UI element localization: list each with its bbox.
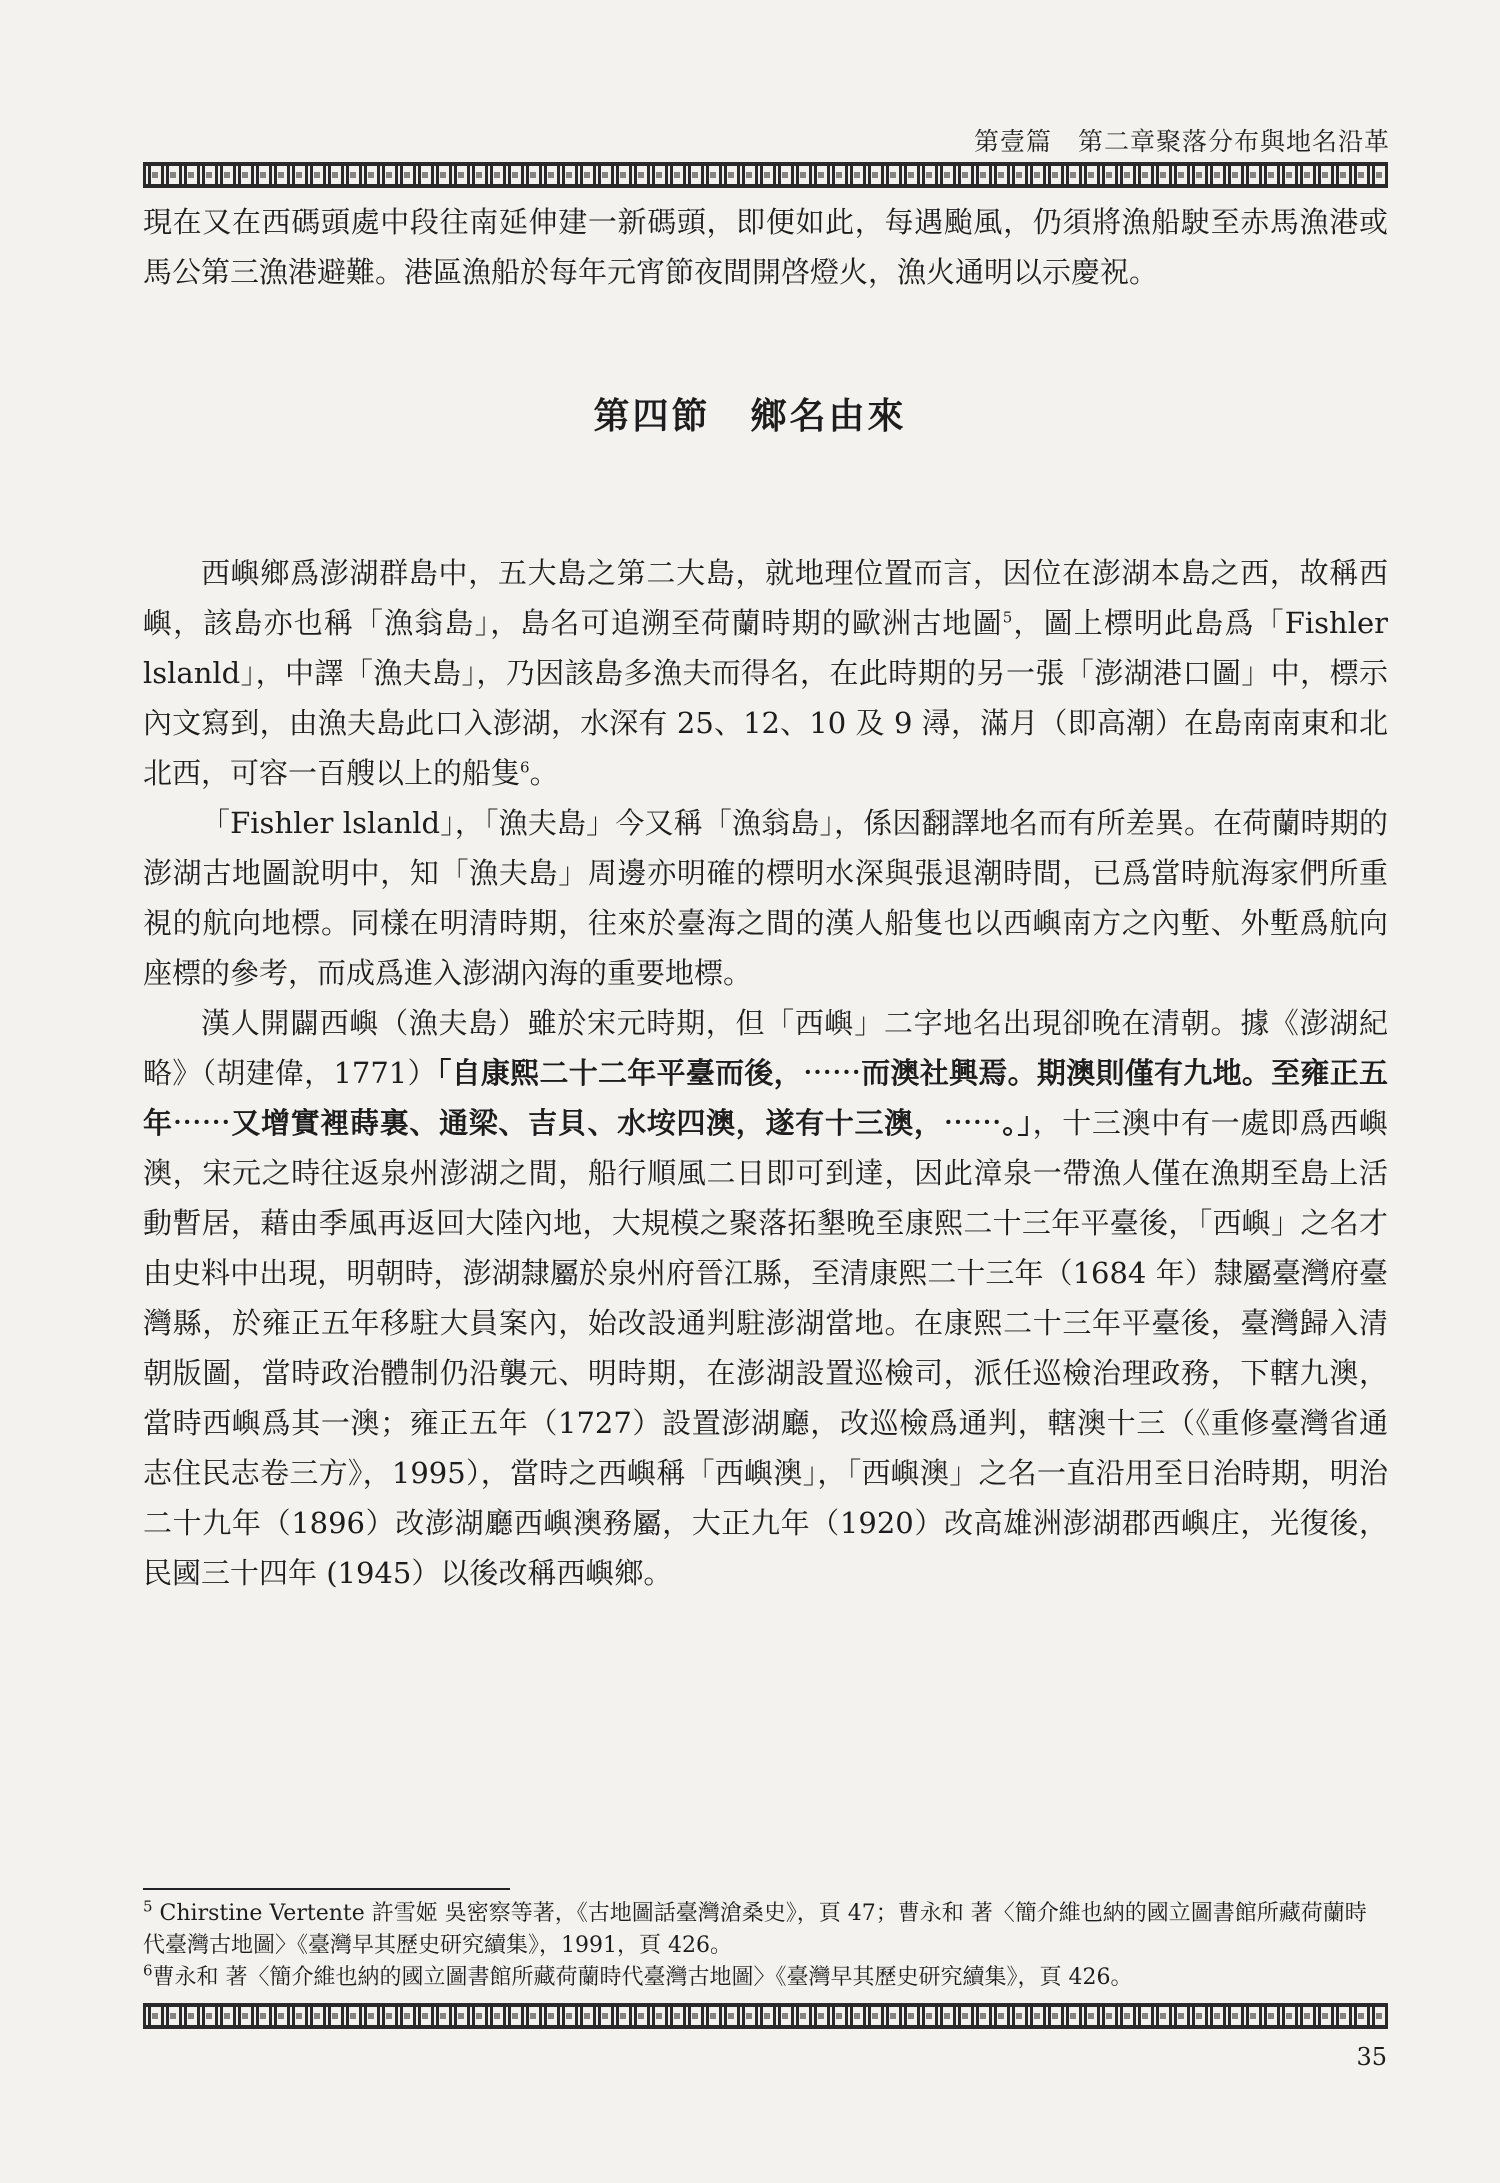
section-heading <box>0 388 1500 439</box>
footnote-ref-6[interactable]: 6 <box>520 758 530 777</box>
paragraph-1-text-a: 西嶼鄉爲澎湖群島中，五大島之第二大島，就地理位置而言，因位在澎湖本島之西，故稱西嶼，該島亦也稱「漁翁島」，島名可追溯至荷蘭時期的歐洲古地圖 <box>143 556 1388 640</box>
footnote-divider <box>143 1888 510 1890</box>
paragraph-1-text-c: 。 <box>529 756 559 790</box>
section-number: 第四節 <box>593 395 711 437</box>
footnote-5 <box>143 1898 1388 1962</box>
bottom-ornamental-border <box>143 2003 1388 2029</box>
paragraph-1 <box>143 548 1388 798</box>
intro-paragraph <box>143 197 1388 297</box>
top-ornamental-border <box>143 162 1388 188</box>
footnote-5-number: 5 <box>143 1897 153 1916</box>
historical-quote: 「自康熙二十二年平臺而後，⋯⋯而澳社興焉。期澳則僅有九地。至雍正五年⋯⋯又增實裡蒔裏、通梁、吉貝、水垵四澳，遂有十三澳，⋯⋯。」 <box>143 1056 1388 1140</box>
paragraph-3 <box>143 998 1388 1598</box>
footnote-6-text: 曹永和 著〈簡介維也納的國立圖書館所藏荷蘭時代臺灣古地圖〉《臺灣早其歷史研究續集》，頁 426。 <box>152 1965 1133 1990</box>
header-chapter: 第二章聚落分布與地名沿革 <box>1077 127 1390 156</box>
main-body <box>143 548 1388 1598</box>
page-number: 35 <box>1356 2043 1387 2071</box>
intro-text: 現在又在西碼頭處中段往南延伸建一新碼頭，即便如此，每遇颱風，仍須將漁船駛至赤馬漁港或馬公第三漁港避難。港區漁船於每年元宵節夜間開啓燈火，漁火通明以示慶祝。 <box>143 205 1388 289</box>
footnote-6-number: 6 <box>143 1961 153 1980</box>
header-part: 第壹篇 <box>973 127 1052 156</box>
paragraph-1-text-b: ，圖上標明此島爲「Fishler lslanld」，中譯「漁夫島」，乃因該島多漁夫而得名，在此時期的另一張「澎湖港口圖」中，標示內文寫到，由漁夫島此口入澎湖，水深有 25、12、10 及 9 潯，滿月（即高潮）在島南南東和北北西，可容一百艘以上的船隻 <box>143 606 1388 790</box>
section-title: 鄉名由來 <box>750 395 907 437</box>
footnote-6 <box>143 1962 1388 1994</box>
footnote-5-text: Chirstine Vertente 許雪姬 吳密察等著，《古地圖話臺灣滄桑史》，頁 47；曹永和 著〈簡介維也納的國立圖書館所藏荷蘭時代臺灣古地圖〉《臺灣早其歷史研究續集》，1991，頁 426。 <box>143 1901 1367 1958</box>
paragraph-2: 「Fishler lslanld」，「漁夫島」今又稱「漁翁島」，係因翻譯地名而有所差異。在荷蘭時期的澎湖古地圖說明中，知「漁夫島」周邊亦明確的標明水深與張退潮時間，已爲當時航海家們所重視的航向地標。同樣在明清時期，往來於臺海之間的漢人船隻也以西嶼南方之內塹、外塹爲航向座標的參考，而成爲進入澎湖內海的重要地標。 <box>143 806 1388 990</box>
paragraph-3-text-b: ，十三澳中有一處即爲西嶼澳，宋元之時往返泉州澎湖之間，船行順風二日即可到達，因此漳泉一帶漁人僅在漁期至島上活動暫居，藉由季風再返回大陸內地，大規模之聚落拓墾晚至康熙二十三年平臺後，「西嶼」之名才由史料中出現，明朝時，澎湖隸屬於泉州府晉江縣，至清康熙二十三年（1684 年）隸屬臺灣府臺灣縣，於雍正五年移駐大員案內，始改設通判駐澎湖當地。在康熙二十三年平臺後，臺灣歸入清朝版圖，當時政治體制仍沿襲元、明時期，在澎湖設置巡檢司，派任巡檢治理政務，下轄九澳，當時西嶼爲其一澳；雍正五年（1727）設置澎湖廳，改巡檢爲通判，轄澳十三（《重修臺灣省通志住民志卷三方》，1995），當時之西嶼稱「西嶼澳」，「西嶼澳」之名一直沿用至日治時期，明治二十九年（1896）改澎湖廳西嶼澳務屬，大正九年（1920）改高雄洲澎湖郡西嶼庄，光復後，民國三十四年 (1945）以後改稱西嶼鄉。 <box>143 1106 1388 1590</box>
footnote-ref-5[interactable]: 5 <box>1002 608 1013 627</box>
footnotes <box>143 1898 1388 1994</box>
paragraph-3-text-a: 漢人開闢西嶼（漁夫島）雖於宋元時期，但「西嶼」二字地名出現卻晚在清朝。據《澎湖紀略》（胡建偉，1771） <box>143 1006 1388 1090</box>
running-header <box>974 122 1390 158</box>
